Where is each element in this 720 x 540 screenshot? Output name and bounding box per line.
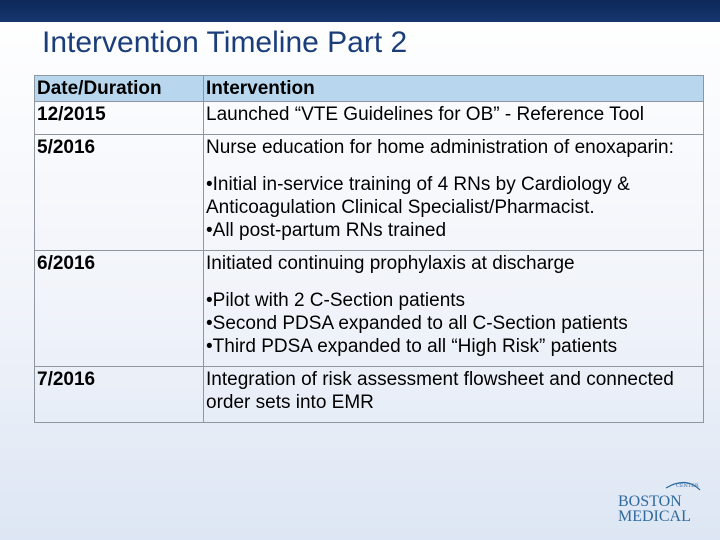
bullet-list	[206, 289, 697, 358]
table-row	[35, 102, 704, 135]
slide-title: Intervention Timeline Part 2	[42, 26, 408, 59]
table-row	[35, 251, 704, 367]
row-date: 6/2016	[35, 251, 204, 367]
row-date: 7/2016	[35, 367, 204, 423]
table-row	[35, 367, 704, 423]
bullet-icon: •	[206, 174, 213, 195]
row-date: 5/2016	[35, 135, 204, 251]
intervention-text: Nurse education for home administration of enoxaparin:	[206, 137, 674, 158]
bullet-icon: •	[206, 220, 213, 241]
bullet-item: •Pilot with 2 C-Section patients	[206, 290, 466, 311]
row-date: 12/2015	[35, 102, 204, 135]
intervention-table	[34, 75, 704, 423]
intervention-text: Initiated continuing prophylaxis at discharge	[206, 253, 575, 274]
logo-text-medical: MEDICAL	[618, 508, 691, 525]
boston-medical-logo	[616, 478, 704, 526]
row-intervention	[204, 367, 704, 423]
table-row	[35, 135, 704, 251]
row-intervention	[204, 251, 704, 367]
bullet-icon: •	[206, 313, 213, 334]
bullet-item: •Second PDSA expanded to all C-Section patients	[206, 313, 628, 334]
bullet-item: •Initial in-service training of 4 RNs by Cardiology & Anticoagulation Clinical Specialist/Pharmacist.	[206, 174, 630, 218]
bullet-icon: •	[206, 290, 213, 311]
header-date-duration: Date/Duration	[35, 76, 204, 102]
bullet-item: •Third PDSA expanded to all “High Risk” patients	[206, 336, 618, 357]
bullet-list	[206, 173, 697, 242]
table-header-row	[35, 76, 704, 102]
logo-arc-text: CENTER	[676, 483, 699, 489]
row-intervention	[204, 135, 704, 251]
bullet-icon: •	[206, 336, 213, 357]
bullet-item: •All post-partum RNs trained	[206, 220, 447, 241]
header-intervention: Intervention	[204, 76, 704, 102]
row-intervention	[204, 102, 704, 135]
intervention-text: Integration of risk assessment flowsheet and connected order sets into EMR	[206, 369, 674, 413]
intervention-text: Launched “VTE Guidelines for OB” - Reference Tool	[206, 104, 644, 125]
logo-text-boston: BOSTON	[618, 493, 682, 510]
top-bar	[0, 0, 720, 22]
